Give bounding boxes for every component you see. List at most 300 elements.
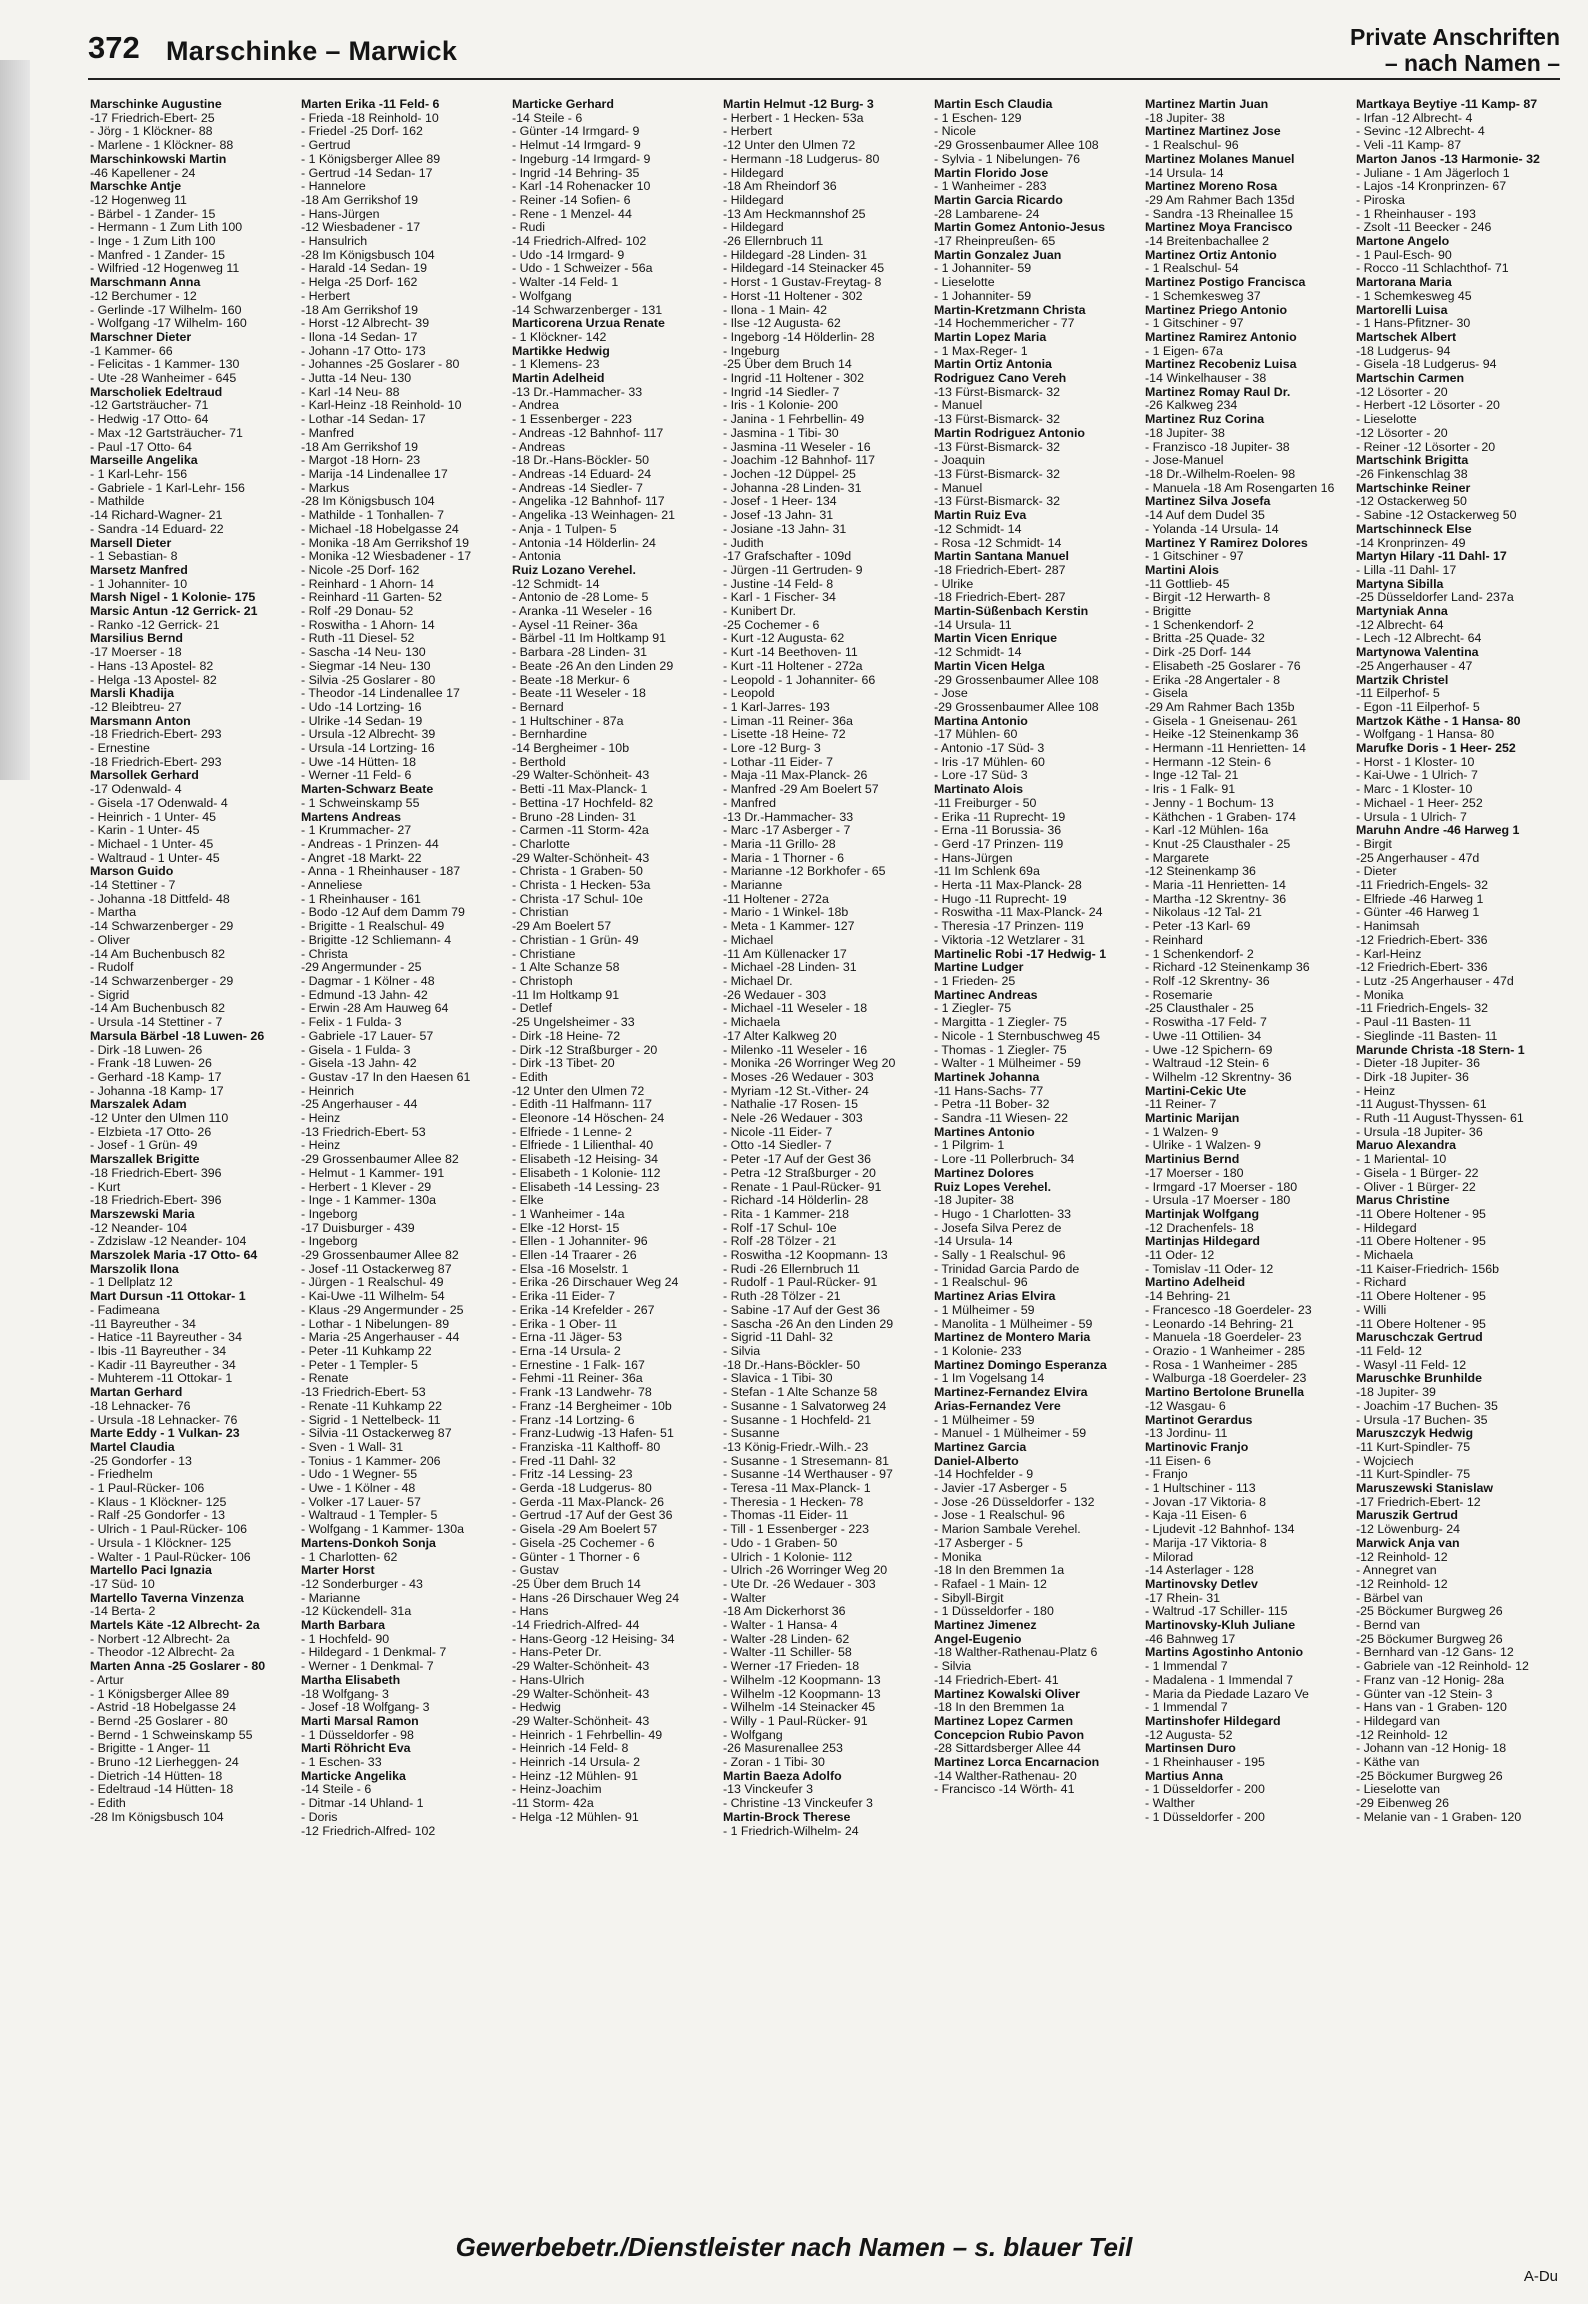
listing-entry: -12 Löwenburg- 24 <box>1356 1522 1461 1537</box>
listing-entry: - Ralf -25 Gondorfer - 13 <box>90 1508 225 1523</box>
listing-entry: -28 Im Königsbusch 104 <box>301 494 435 509</box>
listing-entry: - 1 Gitschiner - 97 <box>1145 549 1244 564</box>
listing-entry: - 1 Karl-Lehr- 156 <box>90 466 188 481</box>
listing-entry: - Michael <box>723 932 774 947</box>
listing-entry: -13 Am Heckmannshof 25 <box>723 206 866 221</box>
listing-entry: - Reinhard - 1 Ahorn- 14 <box>301 576 434 591</box>
listing-entry: Marth Barbara <box>301 1618 386 1633</box>
listing-entry: - Orazio - 1 Wanheimer - 285 <box>1145 1343 1305 1358</box>
listing-entry: - Fehmi -11 Reiner- 36a <box>512 1371 643 1386</box>
listing-entry: - Gabriele -17 Lauer- 57 <box>301 1028 434 1043</box>
listing-entry: -13 Dr.-Hammacher- 33 <box>723 809 854 824</box>
listing-entry: - Thomas -11 Eider- 11 <box>723 1508 849 1523</box>
listing-entry: -25 Böckumer Burgweg 26 <box>1356 1631 1503 1646</box>
listing-entry: - Hildegard <box>723 192 784 207</box>
listing-entry: - Gisela - 1 Bürger- 22 <box>1356 1165 1479 1180</box>
listing-entry: - Hermann - 1 Zum Lith 100 <box>90 220 243 235</box>
listing-entry: - Gerhard -18 Kamp- 17 <box>90 1069 222 1084</box>
listing-entry: Martin Gomez Antonio-Jesus <box>934 220 1105 235</box>
listing-entry: - 1 Mülheimer - 59 <box>934 1302 1035 1317</box>
listing-entry: - Dagmar - 1 Kölner - 48 <box>301 974 435 988</box>
listing-entry: - Jürgen -11 Gertruden- 9 <box>723 562 863 577</box>
listing-entry: - Christa <box>301 946 348 961</box>
listing-entry: Martschek Albert <box>1356 329 1457 344</box>
listing-entry: - Ingrid -14 Siedler- 7 <box>723 384 840 399</box>
listing-entry: - Dirk -18 Luwen- 26 <box>90 1042 203 1057</box>
listing-entry: - Wilhelm -12 Koopmann- 13 <box>723 1686 881 1701</box>
listing-entry: -14 Behring- 21 <box>1145 1289 1231 1304</box>
listing-entry: - Walter -11 Schiller- 58 <box>723 1645 852 1660</box>
listing-entry: Martin Gonzalez Juan <box>934 247 1062 262</box>
listing-entry: - Zsolt -11 Beecker - 246 <box>1356 220 1492 235</box>
listing-entry: - 1 Klöckner- 142 <box>512 329 607 344</box>
listing-entry: - Monika -18 Am Gerrikshof 19 <box>301 535 470 550</box>
listing-entry: - Brigitte -12 Schliemann- 4 <box>301 932 452 947</box>
listing-entry: -29 Walter-Schönheit- 43 <box>512 1713 650 1728</box>
listing-entry: - Hermann -11 Henrietten- 14 <box>1145 741 1306 756</box>
listing-entry: - Bernd - 1 Schweinskamp 55 <box>90 1727 253 1742</box>
listing-entry: - Andreas <box>512 439 566 454</box>
listing-entry: -14 Am Buchenbusch 82 <box>90 1001 226 1016</box>
listing-entry: - Harald -14 Sedan- 19 <box>301 261 428 276</box>
listing-entry: -11 Reiner- 7 <box>1145 1097 1217 1112</box>
listing-entry: - Liman -11 Reiner- 36a <box>723 713 853 728</box>
listing-entry: -12 Neander- 104 <box>90 1220 188 1235</box>
listing-entry: - 1 Rheinhauser - 161 <box>301 891 421 906</box>
listing-entry: - 1 Realschul- 96 <box>934 1275 1028 1290</box>
listing-entry: - Johanna -28 Linden- 31 <box>723 480 862 495</box>
listing-entry: Martynowa Valentina <box>1356 645 1479 660</box>
listing-entry: - Bärbel van <box>1356 1590 1423 1605</box>
listing-entry: - 1 Mülheimer - 59 <box>934 1412 1035 1427</box>
listing-entry: - Renate -11 Kuhkamp 22 <box>301 1398 442 1413</box>
listing-entry: - Edith -11 Halfmann- 117 <box>512 1097 653 1112</box>
listing-entry: -11 August-Thyssen- 61 <box>1356 1097 1487 1112</box>
listing-entry: -25 Über dem Bruch 14 <box>723 357 852 372</box>
listing-entry: - 1 Eschen- 33 <box>301 1755 382 1770</box>
listing-entry: Martinez Postigo Francisca <box>1145 275 1306 290</box>
listing-entry: - Gertrud <box>301 138 351 153</box>
listing-entry: - 1 Essenberger - 223 <box>512 412 632 427</box>
listing-entry: - Waltrud -17 Schiller- 115 <box>1145 1604 1288 1619</box>
listing-entry: - Christine -13 Vinckeufer 3 <box>723 1796 873 1811</box>
listing-entry: - Silvia <box>723 1343 761 1358</box>
listing-entry: - Sascha -26 An den Linden 29 <box>723 1316 894 1331</box>
listing-entry: - Annegret van <box>1356 1563 1437 1578</box>
listing-entry: - Bernhard van -12 Gans- 12 <box>1356 1645 1514 1660</box>
listing-entry: - Karl -14 Rohenacker 10 <box>512 179 651 194</box>
listing-entry: -14 Hochemmericher - 77 <box>934 316 1075 331</box>
listing-entry: - Gisela -29 Am Boelert 57 <box>512 1522 658 1537</box>
listing-entry: - 1 Walzen- 9 <box>1145 1124 1219 1139</box>
listing-entry: Marsell Dieter <box>90 535 172 550</box>
listing-entry: -18 Jupiter- 38 <box>1145 110 1225 125</box>
listing-entry: - Dirk -18 Heine- 72 <box>512 1028 621 1043</box>
footer-tag: A-Du <box>1523 2268 1558 2285</box>
listing-entry: -13 Fürst-Bismarck- 32 <box>934 494 1060 509</box>
listing-entry: -11 Kaiser-Friedrich- 156b <box>1356 1261 1500 1276</box>
listing-entry: Martorelli Luisa <box>1356 302 1448 317</box>
listing-entry: - Hannelore <box>301 179 366 194</box>
listing-entry: - Manuela -18 Goerdeler- 23 <box>1145 1330 1302 1345</box>
side-thumb-tab <box>0 60 30 780</box>
listing-entry: - Aysel -11 Reiner- 36a <box>512 617 638 632</box>
listing-entry: Marus Christine <box>1356 1193 1450 1208</box>
listing-entry: - Gisela -25 Cochemer - 6 <box>512 1535 655 1550</box>
listing-entry: Martinez Y Ramirez Dolores <box>1145 535 1308 550</box>
listing-entry: - Jochen -12 Düppel- 25 <box>723 466 856 481</box>
listing-entry: -12 Sonderburger - 43 <box>301 1576 423 1591</box>
listing-entry: - 1 Hans-Pfitzner- 30 <box>1356 316 1471 331</box>
listing-entry: -12 Gartsträucher- 71 <box>90 398 209 413</box>
listing-entry: - Nicole -11 Eider- 7 <box>723 1124 833 1139</box>
listing-entry: - Charlotte <box>512 836 570 851</box>
listing-entry: - Marlene - 1 Klöckner- 88 <box>90 138 234 153</box>
listing-entry: - Renate <box>301 1371 349 1386</box>
listing-entry: - Max -12 Gartsträucher- 71 <box>90 425 243 440</box>
listing-entry: -11 Obere Holtener - 95 <box>1356 1316 1486 1331</box>
listing-entry: - Michael - 1 Unter- 45 <box>90 836 214 851</box>
listing-entry: - Peter -11 Kuhkamp 22 <box>301 1343 432 1358</box>
listing-entry: - Karin - 1 Unter- 45 <box>90 823 200 838</box>
listing-entry: - Wilhelm -12 Skrentny- 36 <box>1145 1069 1292 1084</box>
listing-entry: - Lajos -14 Kronprinzen- 67 <box>1356 179 1507 194</box>
listing-entry: - Hans -26 Dirschauer Weg 24 <box>512 1590 680 1605</box>
listing-entry: Marszalek Adam <box>90 1097 187 1112</box>
listing-entry: - Wilfried -12 Hogenweg 11 <box>90 261 240 276</box>
listing-entry: - Bärbel -11 Im Holtkamp 91 <box>512 631 667 646</box>
listing-entry: Martinez Garcia <box>934 1439 1027 1454</box>
listing-entry: -12 Friedrich-Ebert- 336 <box>1356 932 1488 947</box>
listing-entry: - Beate -11 Weseler - 18 <box>512 686 646 701</box>
listing-entry: - Hildegard <box>723 165 784 180</box>
listing-entry: - Maria - 1 Thorner - 6 <box>723 850 844 865</box>
listing-entry: -25 Angerhauser - 47 <box>1356 658 1473 673</box>
listing-entry: Marsetz Manfred <box>90 562 188 577</box>
listing-entry: - Sigrid -11 Dahl- 32 <box>723 1330 833 1345</box>
listing-entry: Martinez Moya Francisco <box>1145 220 1293 235</box>
listing-entry: -17 Duisburger - 439 <box>301 1220 415 1235</box>
listing-entry: - Elfriede - 1 Lilienthal- 40 <box>512 1138 654 1153</box>
listing-entry: Maruschke Brunhilde <box>1356 1371 1482 1386</box>
listing-entry: - Silvia -11 Ostackerweg 87 <box>301 1426 452 1441</box>
listing-entry: -12 Augusta- 52 <box>1145 1727 1233 1742</box>
listing-entry: -18 Wolfgang- 3 <box>301 1686 389 1701</box>
listing-entry: - Milenko -11 Weseler - 16 <box>723 1042 868 1057</box>
listing-entry: - Manfred -29 Am Boelert 57 <box>723 782 879 797</box>
listing-entry: - 1 Sebastian- 8 <box>90 549 178 564</box>
listing-entry: - Lieselotte van <box>1356 1782 1441 1797</box>
listing-entry: -17 Friedrich-Ebert- 12 <box>1356 1494 1481 1509</box>
listing-entry: - Roswitha -17 Feld- 7 <box>1145 1015 1267 1030</box>
listing-entry: - Zoran - 1 Tibi- 30 <box>723 1755 825 1770</box>
listing-entry: -11 Obere Holtener - 95 <box>1356 1206 1486 1221</box>
listing-entry: - Ingeborg <box>301 1234 358 1249</box>
listing-entry: - Antonio -17 Süd- 3 <box>934 741 1045 756</box>
listing-entry: - Carmen -11 Storm- 42a <box>512 823 649 838</box>
listing-entry: -25 Böckumer Burgweg 26 <box>1356 1604 1503 1619</box>
listing-entry: -17 Odenwald- 4 <box>90 782 182 797</box>
listing-entry: -14 Friedrich-Ebert- 41 <box>934 1672 1059 1687</box>
listing-entry: - Gabriele van -12 Reinhold- 12 <box>1356 1659 1529 1674</box>
listing-entry: -14 Friedrich-Alfred- 44 <box>512 1618 640 1633</box>
listing-entry: Martens Andreas <box>301 809 402 824</box>
listing-entry: Martin Florido Jose <box>934 165 1049 180</box>
listing-entry: - Udo - 1 Schweizer - 56a <box>512 261 653 276</box>
listing-entry: - Silvia <box>934 1659 972 1674</box>
listing-entry: - Edith <box>512 1069 548 1084</box>
listing-entry: -25 Ungelsheimer - 33 <box>512 1015 635 1030</box>
listing-entry: - Wilhelm -14 Steinacker 45 <box>723 1700 876 1715</box>
listing-entry: -46 Kapellener - 24 <box>90 165 196 180</box>
listing-entry: - 1 Rheinhauser - 195 <box>1145 1755 1265 1770</box>
listing-entry: - Franz-Ludwig -13 Hafen- 51 <box>512 1426 674 1441</box>
listing-entry: Martzok Käthe - 1 Hansa- 80 <box>1356 713 1521 728</box>
listing-entry: - Hansulrich <box>301 234 368 249</box>
listing-entry: - Till - 1 Essenberger - 223 <box>723 1522 869 1537</box>
listing-entry: Maruszik Gertrud <box>1356 1508 1458 1523</box>
listing-entry: - Bernard <box>512 699 564 714</box>
listing-entry: - Helga -13 Apostel- 82 <box>90 672 217 687</box>
listing-entry: Martini Alois <box>1145 562 1219 577</box>
listing-entry: - Rudolf - 1 Paul-Rücker- 91 <box>723 1275 878 1290</box>
listing-entry: - 1 Schemkesweg 37 <box>1145 288 1261 303</box>
listing-entry: - Oliver <box>90 932 130 947</box>
listing-entry: - 1 Königsberger Allee 89 <box>90 1686 230 1701</box>
listing-entry: -28 Im Königsbusch 104 <box>301 247 435 262</box>
listing-entry: Martinovsky-Kluh Juliane <box>1145 1618 1296 1633</box>
listing-entry: -17 Moerser - 18 <box>90 645 182 660</box>
listing-entry: - 1 Im Vogelsang 14 <box>934 1371 1045 1386</box>
listing-entry: - Sandra -13 Rheinallee 15 <box>1145 206 1294 221</box>
listing-entry: - Ursula -18 Lehnacker- 76 <box>90 1412 238 1427</box>
listing-entry: -11 Am Küllenacker 17 <box>723 946 847 961</box>
listing-entry: Mart Dursun -11 Ottokar- 1 <box>90 1289 246 1304</box>
listing-entry: - Marc -17 Asberger - 7 <box>723 823 851 838</box>
listing-entry: - 1 Eigen- 67a <box>1145 343 1223 358</box>
listing-entry: - Zdzislaw -12 Neander- 104 <box>90 1234 247 1249</box>
listing-entry: -13 König-Friedr.-Wilh.- 23 <box>723 1439 869 1454</box>
listing-entry: Marticke Angelika <box>301 1768 406 1783</box>
listing-entry: - Veli -11 Kamp- 87 <box>1356 138 1462 153</box>
header-rule <box>88 78 1560 80</box>
listing-entry: - Manuela -18 Am Rosengarten 16 <box>1145 480 1335 495</box>
listing-entry: - Aranka -11 Weseler - 16 <box>512 604 653 619</box>
listing-entry: - Heinz <box>1356 1083 1396 1098</box>
listing-entry: Martan Gerhard <box>90 1385 183 1400</box>
listing-entry: Martins Agostinho Antonio <box>1145 1645 1304 1660</box>
listing-entry: - Gisela <box>1145 686 1188 701</box>
listing-entry: -14 Kronprinzen- 49 <box>1356 535 1466 550</box>
listing-entry: - Heike -12 Steinenkamp 36 <box>1145 727 1299 742</box>
listing-entry: - Volker -17 Lauer- 57 <box>301 1494 421 1509</box>
listing-entry: Martin-Brock Therese <box>723 1809 851 1824</box>
listing-entry: - Marc - 1 Kloster- 10 <box>1356 782 1473 797</box>
listing-entry: - Dirk -25 Dorf- 144 <box>1145 645 1252 660</box>
listing-entry: - Ursula -18 Jupiter- 36 <box>1356 1124 1483 1139</box>
listing-entry: - 1 Gitschiner - 97 <box>1145 316 1244 331</box>
listing-entry: - 1 Realschul- 54 <box>1145 261 1239 276</box>
listing-entry: - Sandra -11 Wiesen- 22 <box>934 1111 1069 1126</box>
listing-entry: -12 Friedrich-Ebert- 336 <box>1356 960 1488 975</box>
listing-entry: -11 Eisen- 6 <box>1145 1453 1211 1468</box>
listing-entry: -18 Friedrich-Ebert- 287 <box>934 562 1066 577</box>
listing-entry: - 1 Dellplatz 12 <box>90 1275 173 1290</box>
listing-entry: - Rosa - 1 Wanheimer - 285 <box>1145 1357 1298 1372</box>
listing-entry: - 1 Eschen- 129 <box>934 110 1022 125</box>
listing-entry: - Artur <box>90 1672 124 1687</box>
listing-entry: Martinez Moreno Rosa <box>1145 179 1278 194</box>
listing-entry: - Nicole - 1 Sternbuschweg 45 <box>934 1028 1100 1043</box>
listing-entry: - Trinidad Garcia Pardo de <box>934 1261 1080 1276</box>
listing-entry: - Franz -14 Bergheimer - 10b <box>512 1398 672 1413</box>
listing-entry: -18 Jupiter- 39 <box>1356 1385 1436 1400</box>
listing-entry: Maruschczak Gertrud <box>1356 1330 1483 1345</box>
listing-entry: - Klaus - 1 Klöckner- 125 <box>90 1494 227 1509</box>
listing-entry: - Paul -17 Otto- 64 <box>90 439 192 454</box>
listing-entry: -12 Hogenweg 11 <box>90 192 187 207</box>
listing-entry: -13 Fürst-Bismarck- 32 <box>934 384 1060 399</box>
listing-entry: - Rolf -28 Tölzer - 21 <box>723 1234 837 1249</box>
listing-entry: - Iris -17 Mühlen- 60 <box>934 754 1045 769</box>
listing-entry: - Otto -14 Siedler- 7 <box>723 1138 832 1153</box>
listing-entry: Marsic Antun -12 Gerrick- 21 <box>90 604 258 619</box>
listing-entry: - Hans-Georg -12 Heising- 34 <box>512 1631 675 1646</box>
listing-entry: - Jose-Manuel <box>1145 453 1224 468</box>
listing-entry: - Michael -28 Linden- 31 <box>723 960 857 975</box>
listing-entry: Martyn Hilary -11 Dahl- 17 <box>1356 549 1507 564</box>
listing-entry: Martschinneck Else <box>1356 521 1472 536</box>
listing-entry: - Michael -11 Weseler - 18 <box>723 1001 868 1016</box>
listing-entry: - Karl-Heinz <box>1356 946 1422 961</box>
listing-entry: - Waltraud - 1 Unter- 45 <box>90 850 220 865</box>
listing-entry: - Siegmar -14 Neu- 130 <box>301 658 431 673</box>
listing-entry: Martyniak Anna <box>1356 604 1448 619</box>
listing-entry: - Heinrich - 1 Fehrbellin- 49 <box>512 1727 663 1742</box>
listing-entry: Martin Baeza Adolfo <box>723 1768 842 1783</box>
listing-entry: Martinshofer Hildegard <box>1145 1713 1281 1728</box>
listing-entry: - Hugo -11 Ruprecht- 19 <box>934 891 1067 906</box>
listing-entry: -12 Unter den Ulmen 72 <box>723 138 856 153</box>
listing-entry: - Gerda -11 Max-Planck- 26 <box>512 1494 664 1509</box>
listing-entry: - Reiner -12 Lösorter - 20 <box>1356 439 1496 454</box>
listing-entry: Martels Käte -12 Albrecht- 2a <box>90 1618 260 1633</box>
listing-entry: - Ursula -17 Moerser - 180 <box>1145 1193 1291 1208</box>
listing-entry: - Javier -17 Asberger - 5 <box>934 1481 1067 1496</box>
listing-entry: - Ingeburg <box>723 343 780 358</box>
listing-entry: - Manfred <box>301 425 355 440</box>
listing-entry: - Wolfgang -17 Wilhelm- 160 <box>90 316 247 331</box>
listing-entry: - Susanne <box>723 1426 780 1441</box>
listing-entry: Marschke Antje <box>90 179 182 194</box>
listing-entry: - Hans-Jürgen <box>301 206 380 221</box>
listing-entry: - Francisco -14 Wörth- 41 <box>934 1782 1075 1797</box>
listing-entry: Martinez Priego Antonio <box>1145 302 1288 317</box>
listing-entry: Martin Vicen Helga <box>934 658 1045 673</box>
listing-entry: Marter Horst <box>301 1563 375 1578</box>
listing-entry: - Hildegard <box>723 220 784 235</box>
listing-entry: -26 Finkenschlag 38 <box>1356 466 1468 481</box>
listing-entry: -29 Grossenbaumer Allee 108 <box>934 138 1099 153</box>
listing-entry: - Reinhard <box>1145 932 1203 947</box>
listing-entry: - Theresia - 1 Hecken- 78 <box>723 1494 864 1509</box>
listing-entry: - Willi <box>1356 1302 1387 1317</box>
listing-entry: - Betti -11 Max-Planck- 1 <box>512 782 648 797</box>
listing-entry: -18 Walther-Rathenau-Platz 6 <box>934 1645 1098 1660</box>
listing-entry: - Manuel - 1 Mülheimer - 59 <box>934 1426 1087 1441</box>
listing-entry: - Michaela <box>723 1015 781 1030</box>
listing-entry: Marszallek Brigitte <box>90 1152 200 1167</box>
listing-entry: - Thomas - 1 Ziegler- 75 <box>934 1042 1067 1057</box>
listing-entry: - Jutta -14 Neu- 130 <box>301 371 412 386</box>
listing-entry: -18 Dr.-Hans-Böckler- 50 <box>723 1357 861 1372</box>
listing-entry: Martinek Johanna <box>934 1069 1040 1084</box>
listing-entry: - Francesco -18 Goerdeler- 23 <box>1145 1302 1312 1317</box>
listing-entry: Martin Vicen Enrique <box>934 631 1058 646</box>
listing-entry: - Edmund -13 Jahn- 42 <box>301 987 428 1002</box>
listing-entry: - Gerlinde -17 Wilhelm- 160 <box>90 302 242 317</box>
listing-entry: - Elisabeth -12 Heising- 34 <box>512 1152 659 1167</box>
listing-entry: - Kurt <box>90 1179 121 1194</box>
listing-entry: - Inge -12 Tal- 21 <box>1145 768 1239 783</box>
listing-entry: - Ditmar -14 Uhland- 1 <box>301 1796 424 1811</box>
listing-entry: -29 Am Boelert 57 <box>512 919 612 934</box>
listing-entry: - 1 Hultschiner - 113 <box>1145 1481 1256 1496</box>
listing-entry: -13 Fürst-Bismarck- 32 <box>934 466 1060 481</box>
listing-entry: - 1 Frieden- 25 <box>934 974 1016 988</box>
listing-entry: -11 Im Holtkamp 91 <box>512 987 620 1002</box>
listing-entry: Martinez Kowalski Oliver <box>934 1686 1080 1701</box>
listing-entry: - Erika -26 Dirschauer Weg 24 <box>512 1275 679 1290</box>
listing-entry: -25 Über dem Bruch 14 <box>512 1576 641 1591</box>
listing-entry: - Anja - 1 Tulpen- 5 <box>512 521 617 536</box>
listing-entry: - Ingeburg -14 Irmgard- 9 <box>512 151 651 166</box>
listing-entry: - Martha -12 Skrentny- 36 <box>1145 891 1287 906</box>
listing-entry: - Werner - 1 Denkmal- 7 <box>301 1659 434 1674</box>
listing-entry: - 1 Pilgrim- 1 <box>934 1138 1005 1153</box>
listing-entry: - 1 Schemkesweg 45 <box>1356 288 1472 303</box>
listing-entry: - Viktoria -12 Wetzlarer - 31 <box>934 932 1086 947</box>
listing-entry: -14 Steile - 6 <box>512 110 583 125</box>
listing-entry: Martinic Marijan <box>1145 1111 1240 1126</box>
listing-entry: - Roswitha - 1 Ahorn- 14 <box>301 617 435 632</box>
listing-entry: Arias-Fernandez Vere <box>934 1398 1061 1413</box>
listing-entry: - Heinz-Joachim <box>512 1782 602 1797</box>
listing-entry: - Monika <box>934 1549 982 1564</box>
listing-entry: - Gerd -17 Prinzen- 119 <box>934 836 1064 851</box>
listing-entry: - Dirk -12 Straßburger - 20 <box>512 1042 658 1057</box>
listing-entry: -11 Im Schlenk 69a <box>934 864 1040 879</box>
listing-entry: - Josef -13 Jahn- 31 <box>723 508 834 523</box>
listing-entry: - Elsa -16 Moselstr. 1 <box>512 1261 629 1276</box>
listing-entry: - Leopold <box>723 686 775 701</box>
listing-entry: - Johannes -25 Goslarer - 80 <box>301 357 460 372</box>
listing-entry: Martinez Ruz Corina <box>1145 412 1265 427</box>
listing-entry: -14 Hochfelder - 9 <box>934 1467 1034 1482</box>
listing-entry: -28 Lambarene- 24 <box>934 206 1040 221</box>
listing-entry: - Jasmina - 1 Tibi- 30 <box>723 425 839 440</box>
listing-entry: - Edeltraud -14 Hütten- 18 <box>90 1782 234 1797</box>
listing-entry: Martinez Arias Elvira <box>934 1289 1056 1304</box>
listing-entry: - Hedwig -17 Otto- 64 <box>90 412 209 427</box>
listing-entry: - Eleonore -14 Höschen- 24 <box>512 1111 665 1126</box>
listing-entry: - Herta -11 Max-Planck- 28 <box>934 878 1082 893</box>
listing-entry: - Bernd van <box>1356 1618 1421 1633</box>
listing-entry: -25 Gondorfer - 13 <box>90 1453 192 1468</box>
listing-entry: - Horst -12 Albrecht- 39 <box>301 316 430 331</box>
listing-entry: - Michaela <box>1356 1248 1414 1263</box>
listing-entry: - Kurt -14 Beethoven- 11 <box>723 645 858 660</box>
